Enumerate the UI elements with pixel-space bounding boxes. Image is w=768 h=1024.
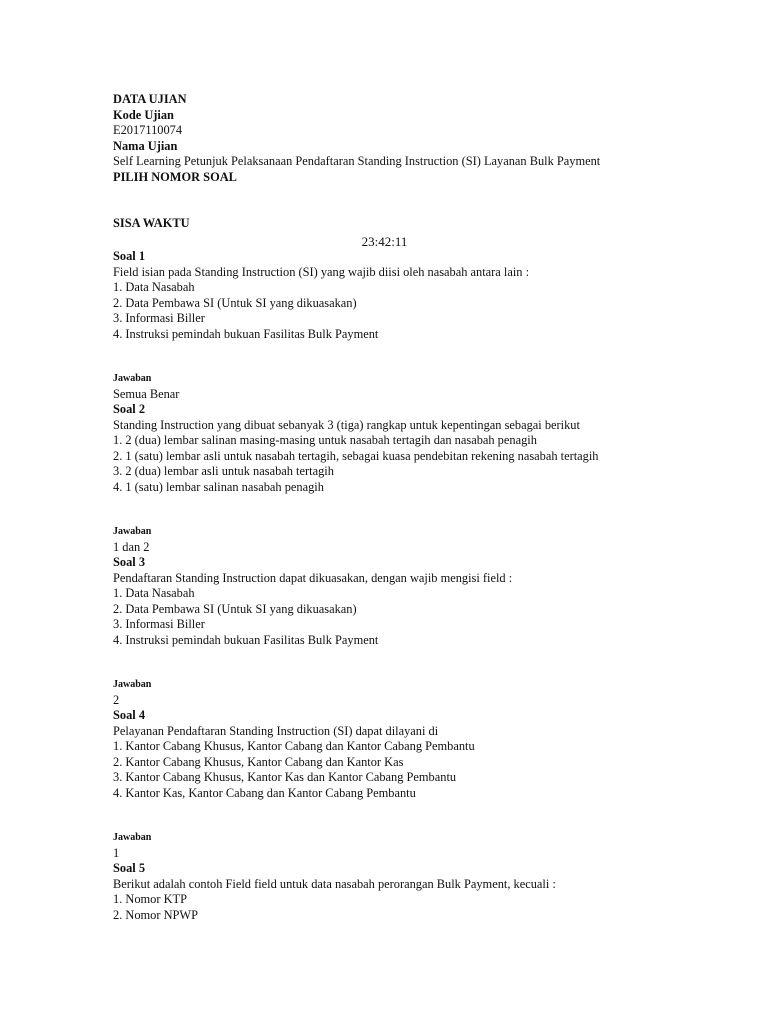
question-option: 1. Kantor Cabang Khusus, Kantor Cabang dan Kantor Cabang Pembantu <box>113 739 475 753</box>
exam-code-label: Kode Ujian <box>113 107 174 122</box>
answer-label: Jawaban <box>113 526 152 537</box>
question-option: 1. Nomor KTP <box>113 892 187 906</box>
exam-name-value: Self Learning Petunjuk Pelaksanaan Pendaftaran Standing Instruction (SI) Layanan Bulk Payment <box>113 154 601 168</box>
question-title: Soal 2 <box>113 402 146 416</box>
question-5 <box>113 861 673 923</box>
answer-value: 1 dan 2 <box>113 539 150 554</box>
question-prompt: Field isian pada Standing Instruction (SI) yang wajib diisi oleh nasabah antara lain : <box>113 264 530 279</box>
spacer <box>113 342 673 371</box>
question-title: Soal 1 <box>113 249 146 263</box>
question-4 <box>113 708 673 861</box>
spacer <box>113 648 673 677</box>
question-option: 1. 2 (dua) lembar salinan masing-masing untuk nasabah tertagih dan nasabah penagih <box>113 433 537 447</box>
question-option: 1. Data Nasabah <box>113 586 195 600</box>
question-option: 2. Data Pembawa SI (Untuk SI yang dikuasakan) <box>113 601 357 616</box>
question-prompt: Pelayanan Pendaftaran Standing Instruction (SI) dapat dilayani di <box>113 723 439 738</box>
question-option: 3. Informasi Biller <box>113 311 205 325</box>
question-prompt: Berikut adalah contoh Field field untuk data nasabah perorangan Bulk Payment, kecuali : <box>113 876 556 891</box>
question-2 <box>113 402 673 555</box>
choose-question-link[interactable]: PILIH NOMOR SOAL <box>113 169 237 184</box>
answer-label: Jawaban <box>113 679 152 690</box>
question-3 <box>113 555 673 708</box>
answer-value: 2 <box>113 692 120 707</box>
question-prompt: Standing Instruction yang dibuat sebanyak 3 (tiga) rangkap untuk kepentingan sebagai berikut <box>113 417 580 432</box>
question-option: 4. Kantor Kas, Kantor Cabang dan Kantor Cabang Pembantu <box>113 785 416 800</box>
question-title: Soal 3 <box>113 555 146 569</box>
question-option: 1. Data Nasabah <box>113 280 195 294</box>
spacer <box>113 185 673 216</box>
exam-code-value: E2017110074 <box>113 123 183 137</box>
question-title: Soal 5 <box>113 861 146 875</box>
question-option: 4. Instruksi pemindah bukuan Fasilitas Bulk Payment <box>113 326 379 341</box>
question-option: 4. 1 (satu) lembar salinan nasabah penagih <box>113 479 324 494</box>
countdown-timer: 23:42:11 <box>361 233 408 249</box>
question-option: 3. Informasi Biller <box>113 617 205 631</box>
answer-value: Semua Benar <box>113 386 180 401</box>
document-title: DATA UJIAN <box>113 92 187 106</box>
exam-name-label: Nama Ujian <box>113 138 178 153</box>
question-option: 2. Data Pembawa SI (Untuk SI yang dikuasakan) <box>113 295 357 310</box>
question-option: 2. 1 (satu) lembar asli untuk nasabah tertagih, sebagai kuasa pendebitan rekening nasabah tertagih <box>113 448 599 463</box>
answer-value: 1 <box>113 845 120 860</box>
question-option: 3. 2 (dua) lembar asli untuk nasabah tertagih <box>113 464 334 478</box>
answer-label: Jawaban <box>113 832 152 843</box>
question-1 <box>113 249 673 402</box>
question-option: 2. Nomor NPWP <box>113 907 199 922</box>
spacer <box>113 801 673 830</box>
question-title: Soal 4 <box>113 708 146 722</box>
answer-label: Jawaban <box>113 373 152 384</box>
question-option: 4. Instruksi pemindah bukuan Fasilitas Bulk Payment <box>113 632 379 647</box>
spacer <box>113 495 673 524</box>
time-remaining-label: SISA WAKTU <box>113 216 190 230</box>
question-option: 2. Kantor Cabang Khusus, Kantor Cabang dan Kantor Kas <box>113 754 404 769</box>
question-prompt: Pendaftaran Standing Instruction dapat dikuasakan, dengan wajib mengisi field : <box>113 570 513 585</box>
exam-document <box>113 92 673 923</box>
question-option: 3. Kantor Cabang Khusus, Kantor Kas dan Kantor Cabang Pembantu <box>113 770 457 784</box>
